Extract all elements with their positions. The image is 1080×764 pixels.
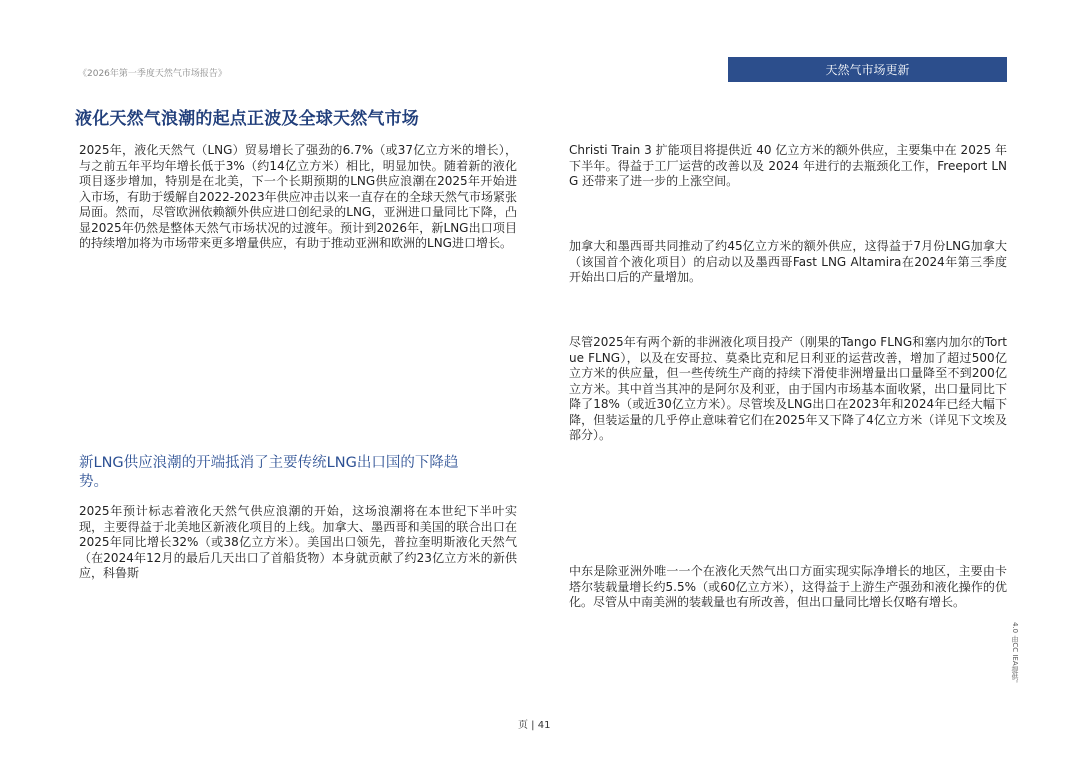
- left-paragraph-2: 2025年预计标志着液化天然气供应浪潮的开始，这场浪潮将在本世纪下半叶实现，主要得益于北美地区新液化项目的上线。加拿大、墨西哥和美国的联合出口在2025年同比增长32%（或38亿立方米）。美国出口领先，普拉奎明斯液化天然气（在2024年12月的最后几天出口了首船货物）本身就贡献了约23亿立方米的新供应，科鲁斯: [79, 504, 517, 580]
- right-paragraph-1: Christi Train 3 扩能项目将提供近 40 亿立方米的额外供应，主要集中在 2025 年下半年。得益于工厂运营的改善以及 2024 年进行的去瓶颈化工作，Freeport LNG 还带来了进一步的上涨空间。: [569, 143, 1007, 188]
- right-paragraph-4: 中东是除亚洲外唯一一个在液化天然气出口方面实现实际净增长的地区，主要由卡塔尔装载量增长约5.5%（或60亿立方米），这得益于上游生产强劲和液化操作的优化。尽管从中南美洲的装载量也有所改善，但出口量同比增长仅略有增长。: [569, 564, 1007, 609]
- page-number: 页 | 41: [518, 720, 551, 731]
- left-paragraph-1: 2025年，液化天然气（LNG）贸易增长了强劲的6.7%（或37亿立方米的增长），与之前五年平均年增长低于3%（约14亿立方米）相比，明显加快。随着新的液化项目逐步增加，特别是在北美，下一个长期预期的LNG供应浪潮在2025年开始进入市场，有助于缓解自2022-2023年供应冲击以来一直存在的全球天然气市场紧张局面。然而，尽管欧洲依赖额外供应进口创纪录的LNG，亚洲进口量同比下降，凸显2025年仍然是整体天然气市场状况的过渡年。预计到2026年，新LNG出口项目的持续增加将为市场带来更多增量供应，有助于推动亚洲和欧洲的LNG进口增长。: [79, 143, 517, 250]
- page-title: 液化天然气浪潮的起点正波及全球天然气市场: [75, 109, 419, 129]
- section-tab: 天然气市场更新: [728, 57, 1007, 82]
- license-credit: 4.0 由CC IEA提供。: [1011, 622, 1019, 687]
- report-tag: 《2026年第一季度天然气市场报告》: [78, 69, 227, 79]
- right-paragraph-2: 加拿大和墨西哥共同推动了约45亿立方米的额外供应，这得益于7月份LNG加拿大（该国首个液化项目）的启动以及墨西哥Fast LNG Altamira在2024年第三季度开始出口后的产量增加。: [569, 239, 1007, 284]
- right-paragraph-3: 尽管2025年有两个新的非洲液化项目投产（刚果的Tango FLNG和塞内加尔的Tortue FLNG），以及在安哥拉、莫桑比克和尼日利亚的运营改善，增加了超过500亿立方米的供应量，但一些传统生产商的持续下滑使非洲增量出口量降至不到200亿立方米。其中首当其冲的是阿尔及利亚，由于国内市场基本面收紧，出口量同比下降了18%（或近30亿立方米）。尽管埃及LNG出口在2023年和2024年已经大幅下降，但装运量的几乎停止意味着它们在2025年又下降了4亿立方米（详见下文埃及部分）。: [569, 335, 1007, 442]
- section-subheading: 新LNG供应浪潮的开端抵消了主要传统LNG出口国的下降趋势。: [79, 455, 459, 490]
